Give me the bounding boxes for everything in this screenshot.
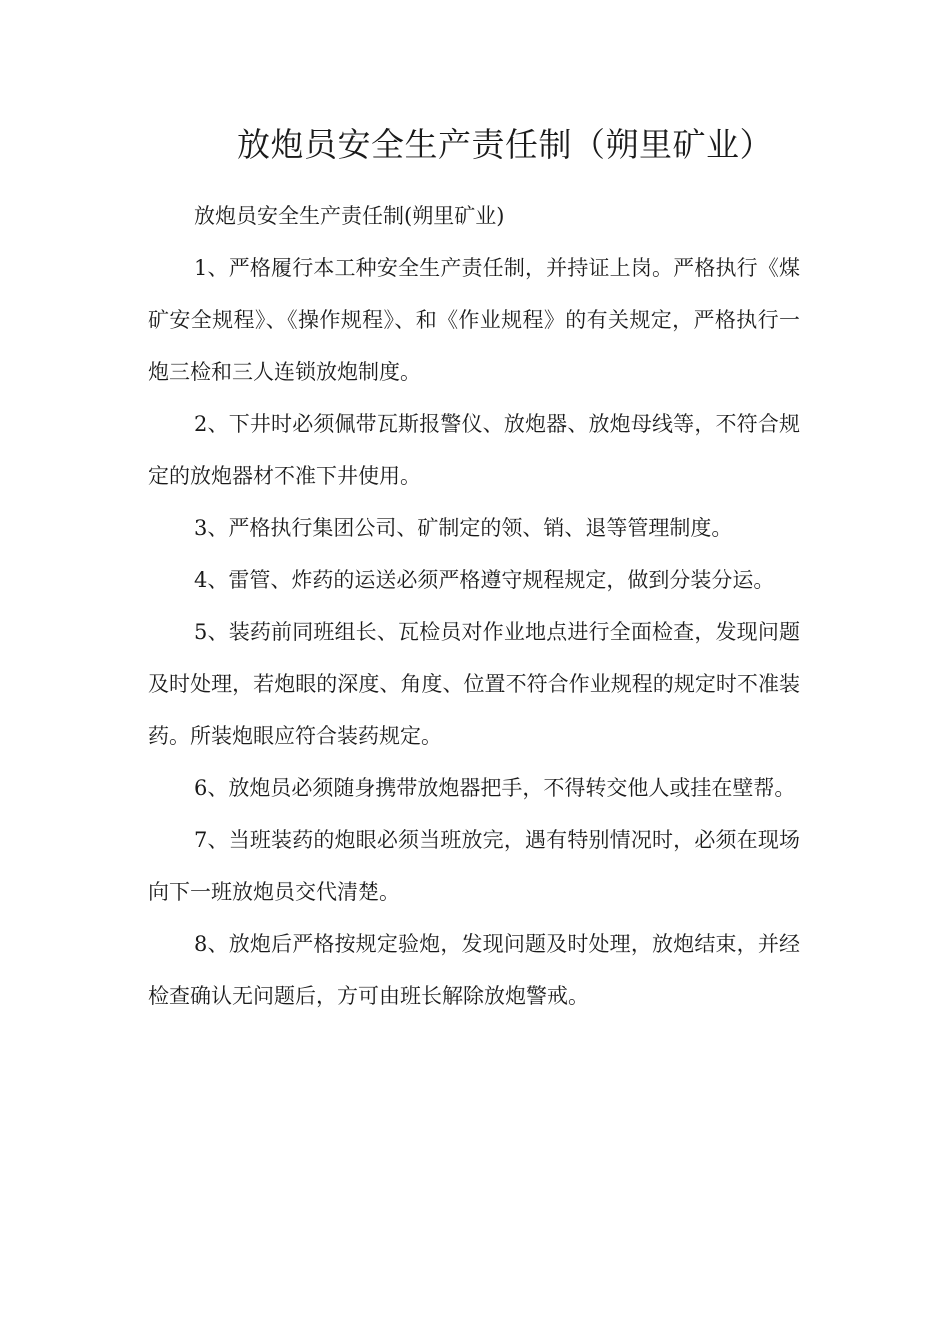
rule-item-4: 4、雷管、炸药的运送必须严格遵守规程规定，做到分装分运。 xyxy=(194,568,775,592)
rule-item-5: 5、装药前同班组长、瓦检员对作业地点进行全面检查，发现问题及时处理，若炮眼的深度、角度、位置不符合作业规程的规定时不准装药。所装炮眼应符合装药规定。 xyxy=(148,620,800,748)
rule-item-8: 8、放炮后严格按规定验炮，发现问题及时处理，放炮结束，并经检查确认无问题后，方可由班长解除放炮警戒。 xyxy=(148,932,800,1008)
document-body xyxy=(148,190,800,1022)
document-title: 放炮员安全生产责任制（朔里矿业） xyxy=(237,125,773,164)
document-subtitle: 放炮员安全生产责任制(朔里矿业) xyxy=(194,204,505,228)
rule-item-3: 3、严格执行集团公司、矿制定的领、销、退等管理制度。 xyxy=(194,516,733,540)
rule-item-6: 6、放炮员必须随身携带放炮器把手，不得转交他人或挂在壁帮。 xyxy=(194,776,796,800)
rule-item-2: 2、下井时必须佩带瓦斯报警仪、放炮器、放炮母线等，不符合规定的放炮器材不准下井使用。 xyxy=(148,412,800,488)
rule-item-1: 1、严格履行本工种安全生产责任制，并持证上岗。严格执行《煤矿安全规程》、《操作规程》、和《作业规程》的有关规定，严格执行一炮三检和三人连锁放炮制度。 xyxy=(148,256,800,384)
rule-item-7: 7、当班装药的炮眼必须当班放完，遇有特别情况时，必须在现场向下一班放炮员交代清楚。 xyxy=(148,828,800,904)
